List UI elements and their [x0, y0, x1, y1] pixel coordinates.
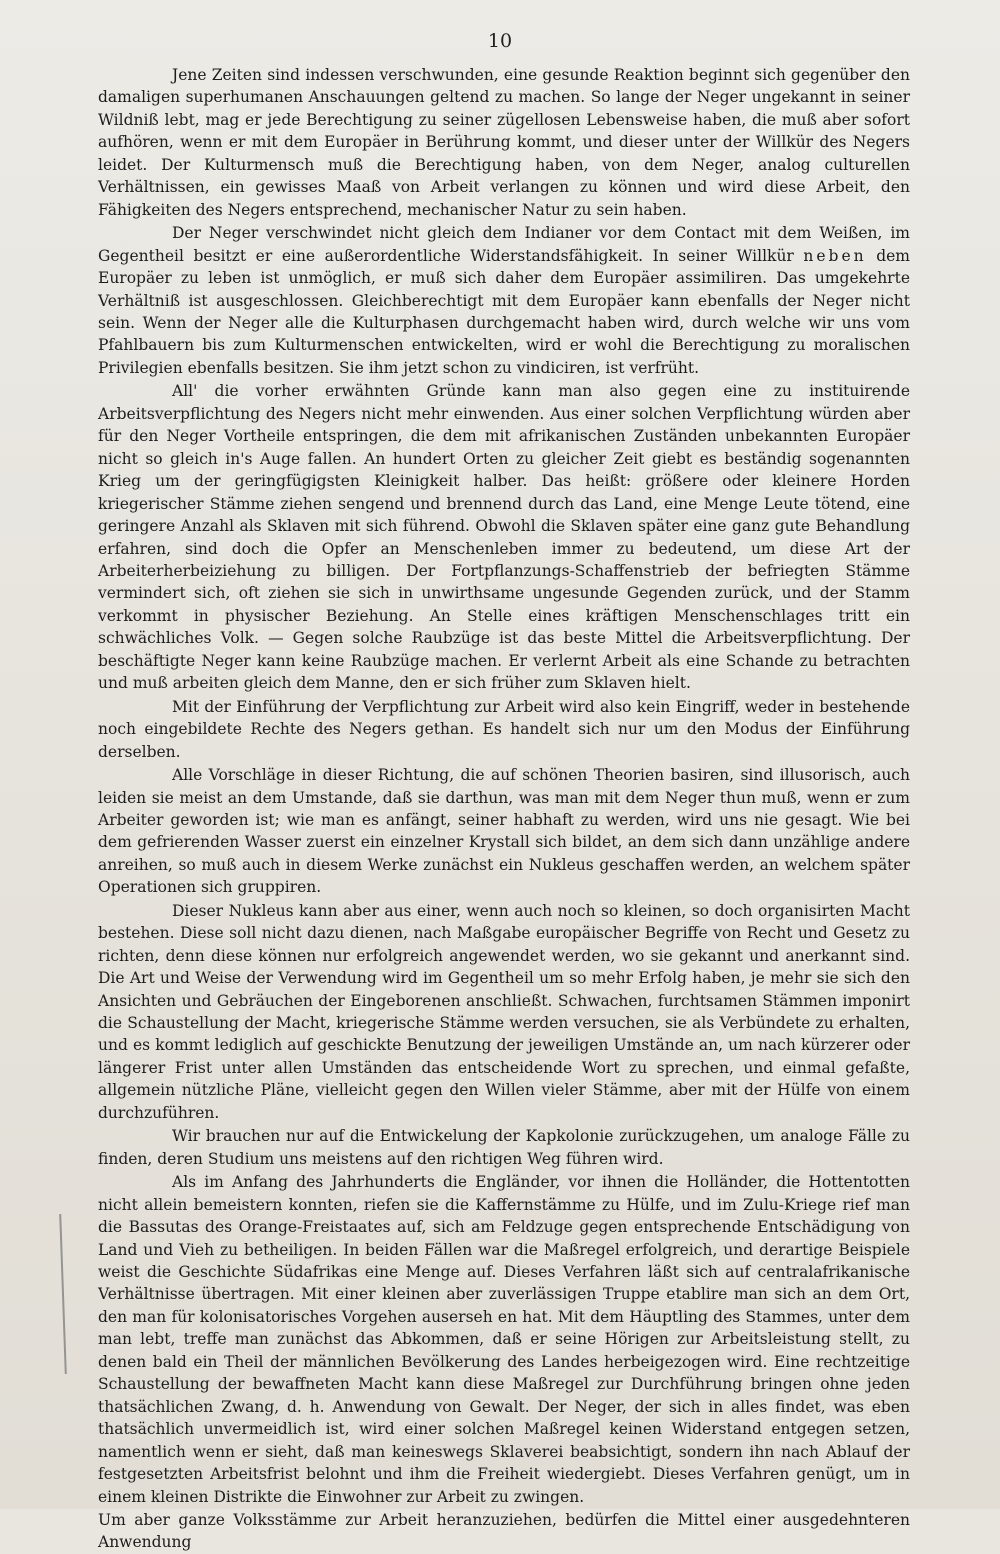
margin-pencil-mark — [59, 1214, 67, 1374]
paragraph: Als im Anfang des Jahrhunderts die Engländer, vor ihnen die Holländer, die Hottentotten nicht allein bemeistern konnten, riefen sie die Kaffernstämme zu Hülfe, und im Zulu-Kriege rief man die Bassutas des Orange-Freistaates auf, sich am Feldzuge gegen entsprechende Entschädigung von Land und Vieh zu betheiligen. In beiden Fällen war die Maßregel erfolgreich, und derartige Beispiele weist die Geschichte Südafrikas eine Menge auf. Dieses Verfahren läßt sich auf centralafrikanische Verhältnisse übertragen. Mit einer kleinen aber zuverlässigen Truppe etablire man sich an dem Ort, den man für kolonisatorisches Vorgehen auserseh en hat. Mit dem Häuptling des Stammes, unter dem man lebt, treffe man zunächst das Abkommen, daß er seine Hörigen zur Arbeitsleistung stellt, zu denen bald ein Theil der männlichen Bevölkerung des Landes herbeigezogen wird. Eine rechtzeitige Schaustellung der bewaffneten Macht kann diese Maßregel zur Durchführung bringen ohne jeden thatsächlichen Zwang, d. h. Anwendung von Gewalt. Der Neger, der sich in alles findet, was eben thatsächlich unvermeidlich ist, wird einer solchen Maßregel keinen Widerstand entgegen setzen, namentlich wenn er sieht, daß man keineswegs Sklaverei beabsichtigt, sondern ihn nach Ablauf der festgesetzten Arbeitsfrist belohnt und ihm die Freiheit wiedergiebt. Dieses Verfahren genügt, um in einem kleinen Distrikte die Einwohner zur Arbeit zu zwingen. — [98, 1173, 910, 1506]
page-number: 10 — [487, 30, 513, 52]
page-body — [98, 64, 910, 1554]
paragraph: Um aber ganze Volksstämme zur Arbeit heranzuziehen, bedürfen die Mittel einer ausgedehnteren Anwendung — [98, 1511, 910, 1552]
paragraph: Alle Vorschläge in dieser Richtung, die auf schönen Theorien basiren, sind illusorisch, auch leiden sie meist an dem Umstande, daß sie darthun, was man mit dem Neger thun muß, wenn er zum Arbeiter geworden ist; wie man es anfängt, seiner habhaft zu werden, wird uns nie gesagt. Wie bei dem gefrierenden Wasser zuerst ein einzelner Krystall sich bildet, an dem sich dann unzählige andere anreihen, so muß auch in diesem Werke zunächst ein Nukleus geschaffen werden, an welchem später Operationen sich gruppiren. — [98, 766, 910, 897]
paragraph: Jene Zeiten sind indessen verschwunden, eine gesunde Reaktion beginnt sich gegenüber den damaligen superhumanen Anschauungen geltend zu machen. So lange der Neger ungekannt in seiner Wildniß lebt, mag er jede Berechtigung zu seiner zügellosen Lebensweise haben, die muß aber sofort aufhören, wenn er mit dem Europäer in Berührung kommt, und dieser unter der Willkür des Negers leidet. Der Kulturmensch muß die Berechtigung haben, von dem Neger, analog culturellen Verhältnissen, ein gewisses Maaß von Arbeit verlangen zu können und wird diese Arbeit, den Fähigkeiten des Negers entsprechend, mechanischer Natur zu sein haben. — [98, 66, 910, 219]
paragraph: Dieser Nukleus kann aber aus einer, wenn auch noch so kleinen, so doch organisirten Macht bestehen. Diese soll nicht dazu dienen, nach Maßgabe europäischer Begriffe von Recht und Gesetz zu richten, denn diese können nur erfolgreich angewendet werden, wo sie gekannt und anerkannt sind. Die Art und Weise der Verwendung wird im Gegentheil um so mehr Erfolg haben, je mehr sie sich den Ansichten und Gebräuchen der Eingeborenen anschließt. Schwachen, furchtsamen Stämmen imponirt die Schaustellung der Macht, kriegerische Stämme werden versuchen, sie als Verbündete zu erhalten, und es kommt lediglich auf geschickte Benutzung der jeweiligen Umstände an, um nach kürzerer oder längerer Frist unter allen Umständen das entscheidende Wort zu sprechen, und einmal gefaßte, allgemein nützliche Pläne, vielleicht gegen den Willen vieler Stämme, aber mit der Hülfe von einem durchzuführen. — [98, 901, 910, 1122]
paragraph-text: dem Europäer zu leben ist unmöglich, er muß sich daher dem Europäer assimiliren. Das umgekehrte Verhältniß ist ausgeschlossen. Gleichberechtigt mit dem Europäer kann ebenfalls der Neger nicht sein. Wenn der Neger alle die Kulturphasen durchgemacht haben wird, durch welche wir uns vom Pfahlbauern bis zum Kulturmenschen entwickelten, wird er wohl die Berechtigung zu moralischen Privilegien ebenfalls besitzen. Sie ihm jetzt schon zu vindiciren, ist verfrüht. — [98, 246, 910, 377]
paragraph-text: Der Neger verschwindet nicht gleich dem Indianer vor dem Contact mit dem Weißen, im Gegentheil besitzt er eine außerordentliche Widerstandsfähigkeit. In seiner Willkür — [98, 224, 910, 265]
paragraph: Mit der Einführung der Verpflichtung zur Arbeit wird also kein Eingriff, weder in bestehende noch eingebildete Rechte des Negers gethan. Es handelt sich nur um den Modus der Einführung derselben. — [98, 697, 910, 761]
paragraph: All' die vorher erwähnten Gründe kann man also gegen eine zu instituirende Arbeitsverpflichtung des Negers nicht mehr einwenden. Aus einer solchen Verpflichtung würden aber für den Neger Vortheile entspringen, die dem mit afrikanischen Zuständen unbekannten Europäer nicht so gleich in's Auge fallen. An hundert Orten zu gleicher Zeit giebt es beständig sogenannten Krieg um der geringfügigsten Kleinigkeit halber. Das heißt: größere oder kleinere Horden kriegerischer Stämme ziehen sengend und brennend durch das Land, eine Menge Leute tötend, eine geringere Anzahl als Sklaven mit sich führend. Obwohl die Sklaven später eine ganz gute Behandlung erfahren, sind doch die Opfer an Menschenleben immer zu bedeutend, um diese Art der Arbeiterherbeiziehung zu billigen. Der Fortpflanzungs-Schaffenstrieb der befriegten Stämme vermindert sich, oft ziehen sie sich in unwirthsame ungesunde Gegenden zurück, und der Stamm verkommt in physischer Beziehung. An Stelle eines kräftigen Menschenschlages tritt ein schwächliches Volk. — Gegen solche Raubzüge ist das beste Mittel die Arbeitsverpflichtung. Der beschäftigte Neger kann keine Raubzüge machen. Er verlernt Arbeit als eine Schande zu betrachten und muß arbeiten gleich dem Manne, den er sich früher zum Sklaven hielt. — [98, 382, 910, 693]
paragraph — [98, 222, 910, 379]
paragraph: Wir brauchen nur auf die Entwickelung der Kapkolonie zurückzugehen, um analoge Fälle zu finden, deren Studium uns meistens auf den richtigen Weg führen wird. — [98, 1127, 910, 1168]
emphasized-word: neben — [803, 246, 867, 265]
